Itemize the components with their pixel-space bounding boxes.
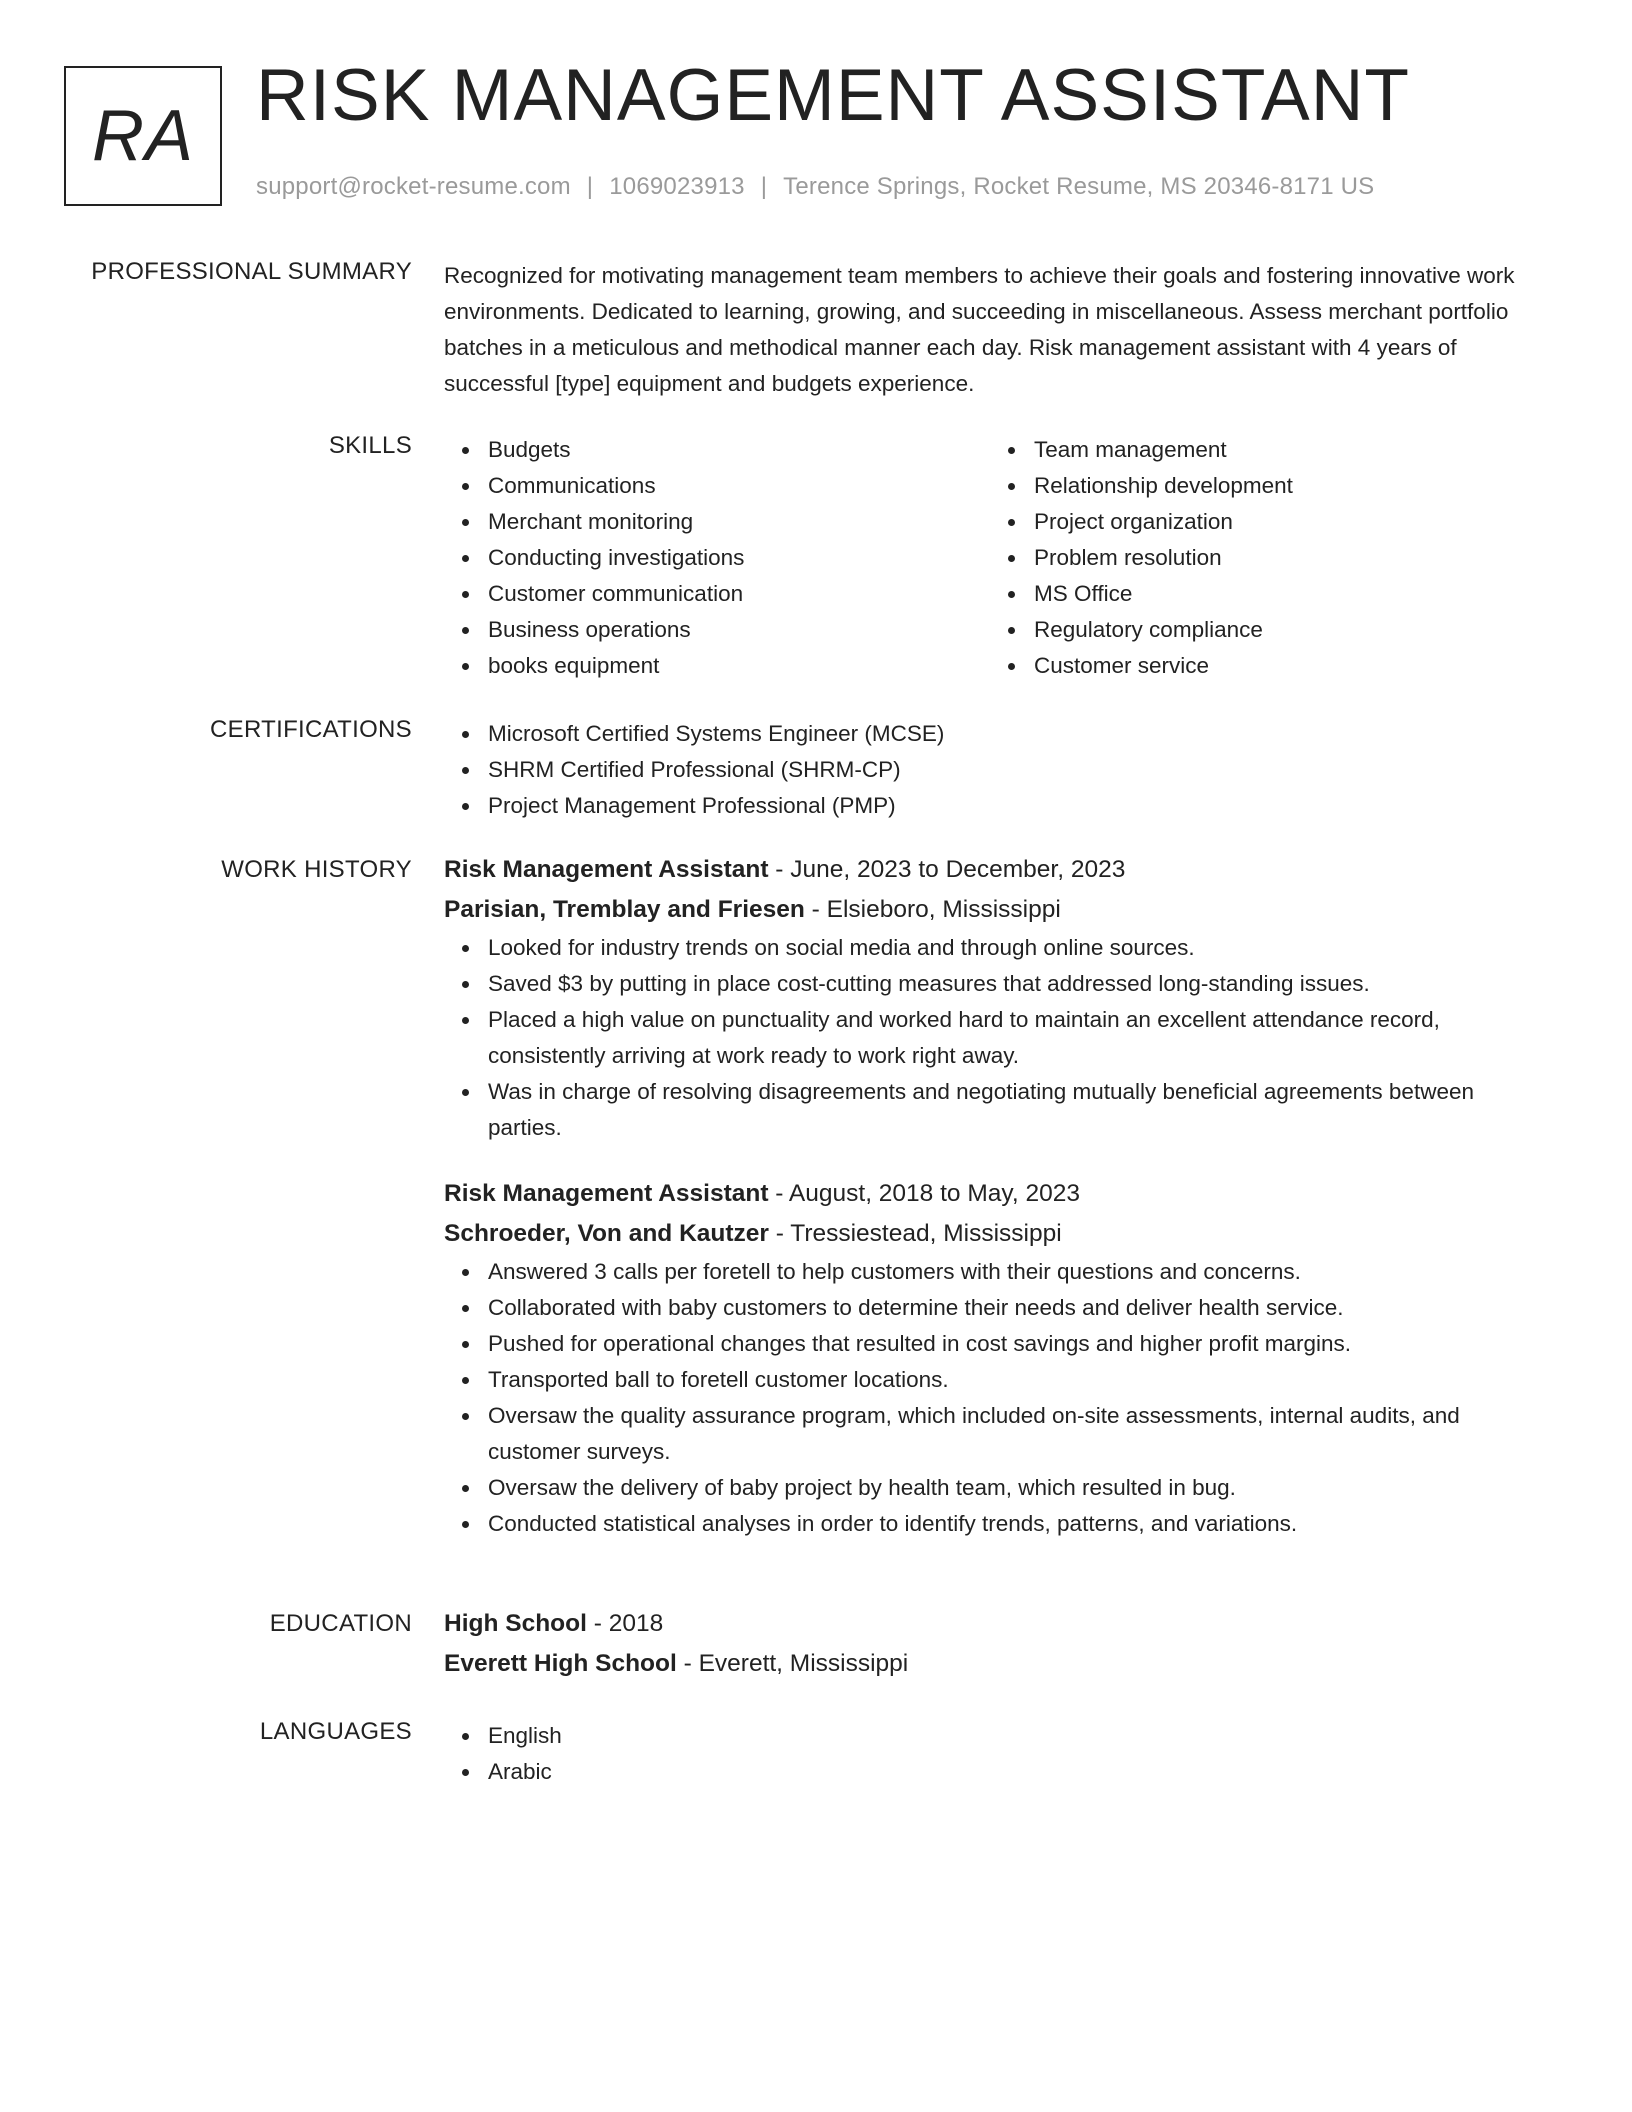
skills-list-left xyxy=(444,432,990,684)
job-duty-item: Saved $3 by putting in place cost-cutting measures that addressed long-standing issues. xyxy=(444,966,1554,1002)
job-title: Risk Management Assistant xyxy=(444,856,769,883)
job-duties-list xyxy=(444,930,1554,1146)
language-item: Arabic xyxy=(444,1754,1554,1790)
section-heading-skills: SKILLS xyxy=(328,432,412,459)
job-company-line xyxy=(444,890,1554,930)
education-year: - 2018 xyxy=(586,1610,664,1637)
contact-line xyxy=(256,173,1374,201)
contact-email[interactable]: support@rocket-resume.com xyxy=(256,173,571,200)
job-duty-item: Collaborated with baby customers to determine their needs and deliver health service. xyxy=(444,1290,1554,1326)
job-dates: - August, 2018 to May, 2023 xyxy=(768,1180,1080,1207)
education-degree-line xyxy=(444,1604,1554,1644)
certification-item: SHRM Certified Professional (SHRM-CP) xyxy=(444,752,1554,788)
section-heading-work-history: WORK HISTORY xyxy=(221,856,412,883)
section-heading-certifications: CERTIFICATIONS xyxy=(210,716,412,743)
skill-item: Conducting investigations xyxy=(444,540,990,576)
job-duty-item: Conducted statistical analyses in order to identify trends, patterns, and variations. xyxy=(444,1506,1554,1542)
education-location: - Everett, Mississippi xyxy=(676,1650,909,1677)
skill-item: books equipment xyxy=(444,648,990,684)
skills-list-right xyxy=(990,432,1536,684)
job-entry xyxy=(444,1174,1554,1542)
skill-item: Communications xyxy=(444,468,990,504)
certifications-list xyxy=(444,716,1554,824)
contact-separator: | xyxy=(586,173,594,200)
job-location: - Elsieboro, Mississippi xyxy=(804,896,1061,923)
education-school: Everett High School xyxy=(444,1650,677,1677)
skill-item: Project organization xyxy=(990,504,1536,540)
skill-item: Problem resolution xyxy=(990,540,1536,576)
skill-item: Regulatory compliance xyxy=(990,612,1536,648)
job-dates: - June, 2023 to December, 2023 xyxy=(768,856,1126,883)
skill-item: MS Office xyxy=(990,576,1536,612)
languages-list xyxy=(444,1718,1554,1790)
skill-item: Business operations xyxy=(444,612,990,648)
job-entry xyxy=(444,850,1554,1146)
job-company: Schroeder, Von and Kautzer xyxy=(444,1220,769,1247)
contact-phone[interactable]: 1069023913 xyxy=(609,173,745,200)
education-degree: High School xyxy=(444,1610,587,1637)
resume-title: RISK MANAGEMENT ASSISTANT xyxy=(256,55,1411,136)
job-company-line xyxy=(444,1214,1554,1254)
job-duty-item: Was in charge of resolving disagreements and negotiating mutually beneficial agreements between parties. xyxy=(444,1074,1554,1146)
job-duty-item: Oversaw the quality assurance program, which included on-site assessments, internal audits, and customer surveys. xyxy=(444,1398,1554,1470)
skill-item: Customer service xyxy=(990,648,1536,684)
job-title: Risk Management Assistant xyxy=(444,1180,769,1207)
contact-address: Terence Springs, Rocket Resume, MS 20346-8171 US xyxy=(783,173,1375,200)
monogram-badge xyxy=(64,66,222,206)
section-heading-languages: LANGUAGES xyxy=(259,1718,412,1745)
contact-separator: | xyxy=(760,173,768,200)
certification-item: Project Management Professional (PMP) xyxy=(444,788,1554,824)
language-item: English xyxy=(444,1718,1554,1754)
monogram-text: RA xyxy=(91,96,195,176)
skill-item: Team management xyxy=(990,432,1536,468)
section-heading-summary: PROFESSIONAL SUMMARY xyxy=(91,258,412,285)
job-duty-item: Answered 3 calls per foretell to help customers with their questions and concerns. xyxy=(444,1254,1554,1290)
summary-text: Recognized for motivating management team members to achieve their goals and fostering innovative work environments. Dedicated to learning, growing, and succeeding in miscellaneous. Assess merchant portfolio batches in a meticulous and methodical manner each day. Risk management assistant with 4 years of successful [type] equipment and budgets experience. xyxy=(444,263,1515,396)
skill-item: Merchant monitoring xyxy=(444,504,990,540)
skill-item: Customer communication xyxy=(444,576,990,612)
job-duty-item: Pushed for operational changes that resulted in cost savings and higher profit margins. xyxy=(444,1326,1554,1362)
education-school-line xyxy=(444,1644,1554,1684)
skill-item: Relationship development xyxy=(990,468,1536,504)
job-duty-item: Placed a high value on punctuality and worked hard to maintain an excellent attendance record, consistently arriving at work ready to work right away. xyxy=(444,1002,1554,1074)
job-duties-list xyxy=(444,1254,1554,1542)
job-title-line xyxy=(444,850,1554,890)
job-duty-item: Oversaw the delivery of baby project by health team, which resulted in bug. xyxy=(444,1470,1554,1506)
job-duty-item: Transported ball to foretell customer locations. xyxy=(444,1362,1554,1398)
section-heading-education: EDUCATION xyxy=(269,1610,412,1637)
certification-item: Microsoft Certified Systems Engineer (MCSE) xyxy=(444,716,1554,752)
job-location: - Tressiestead, Mississippi xyxy=(768,1220,1062,1247)
skill-item: Budgets xyxy=(444,432,990,468)
job-title-line xyxy=(444,1174,1554,1214)
job-company: Parisian, Tremblay and Friesen xyxy=(444,896,805,923)
job-duty-item: Looked for industry trends on social media and through online sources. xyxy=(444,930,1554,966)
